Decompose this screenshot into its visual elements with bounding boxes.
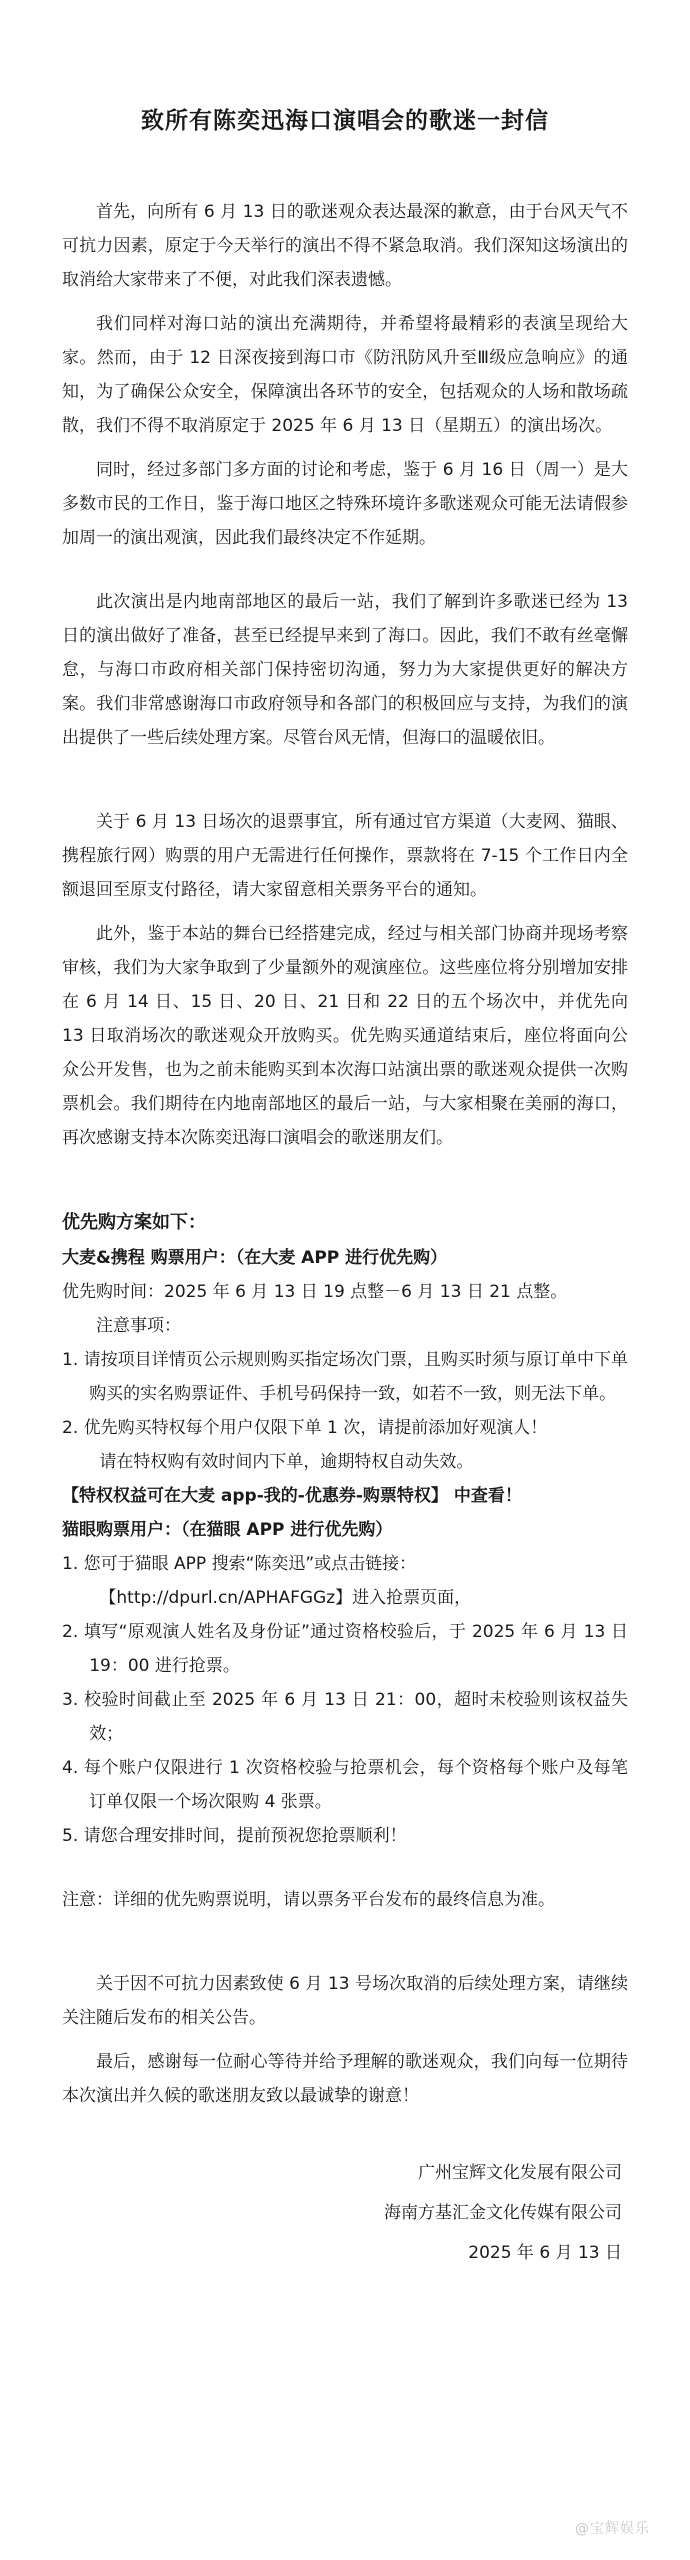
maoyan-title: 猫眼购票用户：（在猫眼 APP 进行优先购）: [62, 1520, 393, 1540]
damai-time: 优先购时间：2025 年 6 月 13 日 19 点整－6 月 13 日 21 点整。: [62, 1282, 568, 1302]
maoyan-steps-list-cont: [62, 1615, 628, 1853]
damai-tip: 【特权权益可在大麦 app-我的-优惠券-购票特权】 中查看！: [62, 1486, 522, 1506]
list-item: 5. 请您合理安排时间，提前预祝您抢票顺利！: [62, 1826, 407, 1846]
damai-notes-list: [62, 1343, 628, 1445]
list-item: 1. 您可于猫眼 APP 搜索“陈奕迅”或点击链接：: [62, 1554, 417, 1574]
maoyan-steps-list: [62, 1547, 628, 1581]
maoyan-link[interactable]: 【http://dpurl.cn/APHAFGGz】进入抢票页面，: [99, 1588, 472, 1608]
list-item: 4. 每个账户仅限进行 1 次资格校验与抢票机会，每个资格每个账户及每笔订单仅限一个场次限购 4 张票。: [62, 1758, 628, 1812]
signature-block: [62, 2153, 628, 2273]
watermark: @宝辉娱乐: [575, 2521, 650, 2537]
list-item: 3. 校验时间截止至 2025 年 6 月 13 日 21：00，超时未校验则该权益失效；: [62, 1690, 628, 1744]
damai-item2-continued: 请在特权购有效时间内下单，逾期特权自动失效。: [99, 1452, 474, 1472]
scheme-heading: 优先购方案如下：: [62, 1212, 206, 1233]
signature-org-1: 广州宝辉文化发展有限公司: [418, 2163, 622, 2183]
paragraph-reason: 我们同样对海口站的演出充满期待，并希望将最精彩的表演呈现给大家。然而，由于 12 日深夜接到海口市《防汛防风升至Ⅲ级应急响应》的通知，为了确保公众安全，保障演出各环节的安全，包括观众的人场和散场疏散，我们不得不取消原定于 2025 年 6 月 13 日（星期五）的演出场次。: [62, 314, 628, 436]
paragraph-follow-up: 关于因不可抗力因素致使 6 月 13 号场次取消的后续处理方案，请继续关注随后发布的相关公告。: [62, 1974, 628, 2028]
paragraph-thanks: 最后，感谢每一位耐心等待并给予理解的歌迷观众，我们向每一位期待本次演出并久候的歌迷朋友致以最诚挚的谢意！: [62, 2052, 628, 2106]
paragraph-extra-seats: 此外，鉴于本站的舞台已经搭建完成，经过与相关部门协商并现场考察审核，我们为大家争取到了少量额外的观演座位。这些座位将分别增加安排在 6 月 14 日、15 日、20 日、21 日和 22 日的五个场次中，并优先向 13 日取消场次的歌迷观众开放购买。优先购买通道结束后，座位将面向公众公开发售，也为之前未能购买到本次海口站演出票的歌迷观众提供一次购票机会。我们期待在内地南部地区的最后一站，与大家相聚在美丽的海口，再次感谢支持本次陈奕迅海口演唱会的歌迷朋友们。: [62, 924, 628, 1148]
damai-title: 大麦&携程 购票用户：（在大麦 APP 进行优先购）: [62, 1248, 448, 1268]
list-item: 2. 填写“原观演人姓名及身份证”通过资格校验后，于 2025 年 6 月 13 日 19：00 进行抢票。: [62, 1622, 628, 1676]
paragraph-refund: 关于 6 月 13 日场次的退票事宜，所有通过官方渠道（大麦网、猫眼、携程旅行网）购票的用户无需进行任何操作，票款将在 7-15 个工作日内全额退回至原支付路径，请大家留意相关票务平台的通知。: [62, 812, 628, 900]
scheme-notice: 注意：详细的优先购票说明，请以票务平台发布的最终信息为准。: [62, 1890, 555, 1910]
letter-title: 致所有陈奕迅海口演唱会的歌迷一封信: [141, 108, 549, 134]
paragraph-no-postpone: 同时，经过多部门多方面的讨论和考虑，鉴于 6 月 16 日（周一）是大多数市民的工作日，鉴于海口地区之特殊环境许多歌迷观众可能无法请假参加周一的演出观演，因此我们最终决定不作延期。: [62, 460, 628, 548]
paragraph-apology: 首先，向所有 6 月 13 日的歌迷观众表达最深的歉意，由于台风天气不可抗力因素，原定于今天举行的演出不得不紧急取消。我们深知这场演出的取消给大家带来了不便，对此我们深表遗憾。: [62, 202, 628, 290]
signature-org-2: 海南方基汇金文化传媒有限公司: [384, 2203, 622, 2223]
paragraph-last-stop: 此次演出是内地南部地区的最后一站，我们了解到许多歌迷已经为 13 日的演出做好了准备，甚至已经提早来到了海口。因此，我们不敢有丝毫懈怠，与海口市政府相关部门保持密切沟通，努力为大家提供更好的解决方案。我们非常感谢海口市政府领导和各部门的积极回应与支持，为我们的演出提供了一些后续处理方案。尽管台风无情，但海口的温暖依旧。: [62, 592, 628, 748]
list-item: 2. 优先购买特权每个用户仅限下单 1 次，请提前添加好观演人！: [62, 1418, 548, 1438]
damai-notes-label: 注意事项：: [96, 1316, 181, 1336]
list-item: 1. 请按项目详情页公示规则购买指定场次门票，且购买时须与原订单中下单购买的实名购票证件、手机号码保持一致，如若不一致，则无法下单。: [62, 1350, 628, 1404]
signature-date: 2025 年 6 月 13 日: [468, 2243, 622, 2263]
priority-scheme: [62, 1205, 628, 1917]
